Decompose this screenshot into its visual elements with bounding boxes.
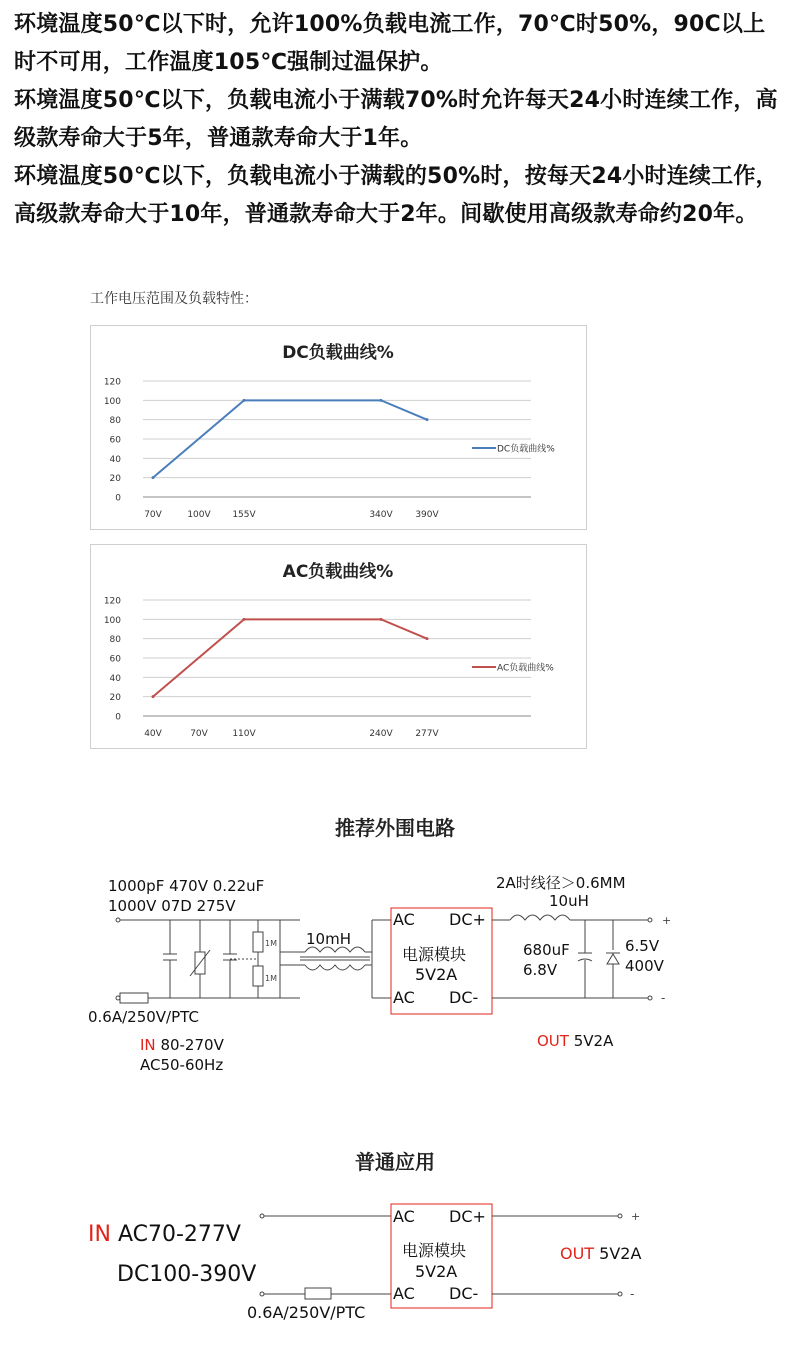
basic-fuse-label: 0.6A/250V/PTC [247, 1303, 366, 1322]
module-dc-minus: DC- [449, 988, 479, 1007]
basic-title: 普通应用 [355, 1150, 435, 1174]
resistor-icon [253, 932, 263, 952]
fuse-label: 0.6A/250V/PTC [88, 1008, 199, 1026]
in-range-value: 80-270V [160, 1036, 224, 1054]
output-cap-label-2: 6.8V [523, 961, 558, 979]
data-point [426, 418, 429, 421]
paragraph-temperature: 环境温度50℃以下时，允许100%负载电流工作，70℃时50%，90C以上时不可用，工作温度105℃强制过温保护。 [14, 12, 766, 75]
basic-module-model: 5V2A [415, 1262, 458, 1281]
basic-module-ac-bottom: AC [393, 1284, 415, 1303]
y-tick-label: 0 [115, 712, 121, 723]
basic-plus-mark: + [631, 1210, 641, 1223]
resistor-label-bottom: 1M [265, 974, 277, 983]
x-tick-label: 277V [415, 729, 439, 739]
output-terminal-plus [648, 918, 652, 922]
circuit-title: 推荐外围电路 [335, 816, 455, 840]
fuse-icon [120, 993, 148, 1003]
module-model: 5V2A [415, 965, 458, 984]
data-point [426, 637, 429, 640]
y-tick-label: 40 [109, 673, 121, 684]
x-tick-label: 240V [369, 729, 393, 739]
basic-output-spec [560, 1244, 641, 1263]
out-value: 5V2A [573, 1032, 614, 1050]
ac-load-chart [91, 545, 586, 748]
basic-input-dc: DC100-390V [117, 1262, 257, 1287]
y-tick-label: 60 [109, 654, 121, 665]
charts-section-label: 工作电压范围及负载特性： [90, 291, 258, 307]
y-tick-label: 60 [109, 435, 121, 446]
x-tick-label: 70V [144, 510, 162, 520]
spec-text [14, 6, 784, 234]
resistor-label-top: 1M [265, 939, 277, 948]
basic-out-terminal-plus [618, 1214, 622, 1218]
wire-gauge-note: 2A时线径＞0.6MM [496, 874, 626, 892]
choke-label: 10mH [306, 930, 351, 948]
tvs-label-2: 400V [625, 957, 664, 975]
data-point [243, 618, 246, 621]
in-tag: IN [140, 1036, 156, 1054]
y-tick-label: 80 [109, 416, 121, 427]
y-tick-label: 0 [115, 493, 121, 504]
module-ac-bottom: AC [393, 988, 415, 1007]
input-terminal-top [116, 918, 120, 922]
data-point [380, 618, 383, 621]
basic-out-terminal-minus [618, 1292, 622, 1296]
module-dc-plus: DC+ [449, 910, 486, 929]
basic-minus-mark: - [630, 1287, 635, 1301]
y-tick-label: 80 [109, 635, 121, 646]
cap-values-line2: 1000V 07D 275V [108, 897, 236, 915]
basic-fuse-icon [305, 1288, 331, 1299]
y-tick-label: 100 [103, 615, 121, 626]
legend-label: DC负载曲线% [497, 444, 555, 455]
x-tick-label: 40V [144, 729, 162, 739]
basic-module-dc-minus: DC- [449, 1284, 479, 1303]
basic-in-terminal-bottom [260, 1292, 264, 1296]
tvs-diode-icon [607, 954, 619, 964]
y-tick-label: 120 [103, 377, 121, 388]
x-tick-label: 110V [232, 729, 256, 739]
tvs-label-1: 6.5V [625, 937, 660, 955]
varistor-slash [190, 950, 210, 976]
data-point [380, 399, 383, 402]
basic-module-dc-plus: DC+ [449, 1207, 486, 1226]
out-tag: OUT [537, 1032, 569, 1050]
cap-values-line1: 1000pF 470V 0.22uF [108, 877, 265, 895]
basic-in-terminal-top [260, 1214, 264, 1218]
x-tick-label: 100V [187, 510, 211, 520]
y-tick-label: 120 [103, 596, 121, 607]
dc-chart-panel [90, 325, 587, 530]
ac-chart-panel [90, 544, 587, 749]
basic-in-tag: IN [88, 1222, 111, 1247]
basic-out-tag: OUT [560, 1244, 595, 1263]
chart-title: DC负载曲线% [282, 343, 394, 363]
input-terminal-bottom [116, 996, 120, 1000]
chart-title: AC负载曲线% [282, 562, 394, 582]
dc-load-chart [91, 326, 586, 529]
x-tick-label: 155V [232, 510, 256, 520]
output-cap-label-1: 680uF [523, 941, 570, 959]
input-frequency: AC50-60Hz [140, 1056, 224, 1074]
y-tick-label: 100 [103, 396, 121, 407]
data-point [243, 399, 246, 402]
output-inductor-label: 10uH [549, 892, 589, 910]
module-name: 电源模块 [402, 945, 467, 964]
data-point [152, 476, 155, 479]
y-tick-label: 40 [109, 454, 121, 465]
basic-in-ac-value: AC70-277V [117, 1222, 241, 1247]
y-tick-label: 20 [109, 474, 121, 485]
x-tick-label: 70V [190, 729, 208, 739]
output-spec [537, 1032, 613, 1050]
data-point [152, 695, 155, 698]
basic-module-name: 电源模块 [402, 1241, 467, 1260]
choke-coil-bottom [305, 965, 365, 970]
x-tick-label: 340V [369, 510, 393, 520]
output-terminal-minus [648, 996, 652, 1000]
paragraph-life-50: 环境温度50℃以下，负载电流小于满载的50%时，按每天24小时连续工作，高级款寿命大于10年，普通款寿命大于2年。间歇使用高级款寿命约20年。 [14, 164, 778, 227]
plus-mark: + [662, 914, 672, 927]
paragraph-life-70: 环境温度50℃以下，负载电流小于满载70%时允许每天24小时连续工作，高级款寿命大于5年，普通款寿命大于1年。 [14, 88, 778, 151]
legend-label: AC负载曲线% [497, 663, 554, 674]
output-inductor-icon [510, 915, 570, 920]
module-ac-top: AC [393, 910, 415, 929]
x-tick-label: 390V [415, 510, 439, 520]
basic-input-ac [88, 1222, 241, 1247]
y-tick-label: 20 [109, 693, 121, 704]
input-range [140, 1036, 224, 1054]
resistor-icon [253, 966, 263, 986]
basic-module-ac-top: AC [393, 1207, 415, 1226]
basic-out-value: 5V2A [599, 1244, 642, 1263]
minus-mark: - [661, 991, 666, 1005]
